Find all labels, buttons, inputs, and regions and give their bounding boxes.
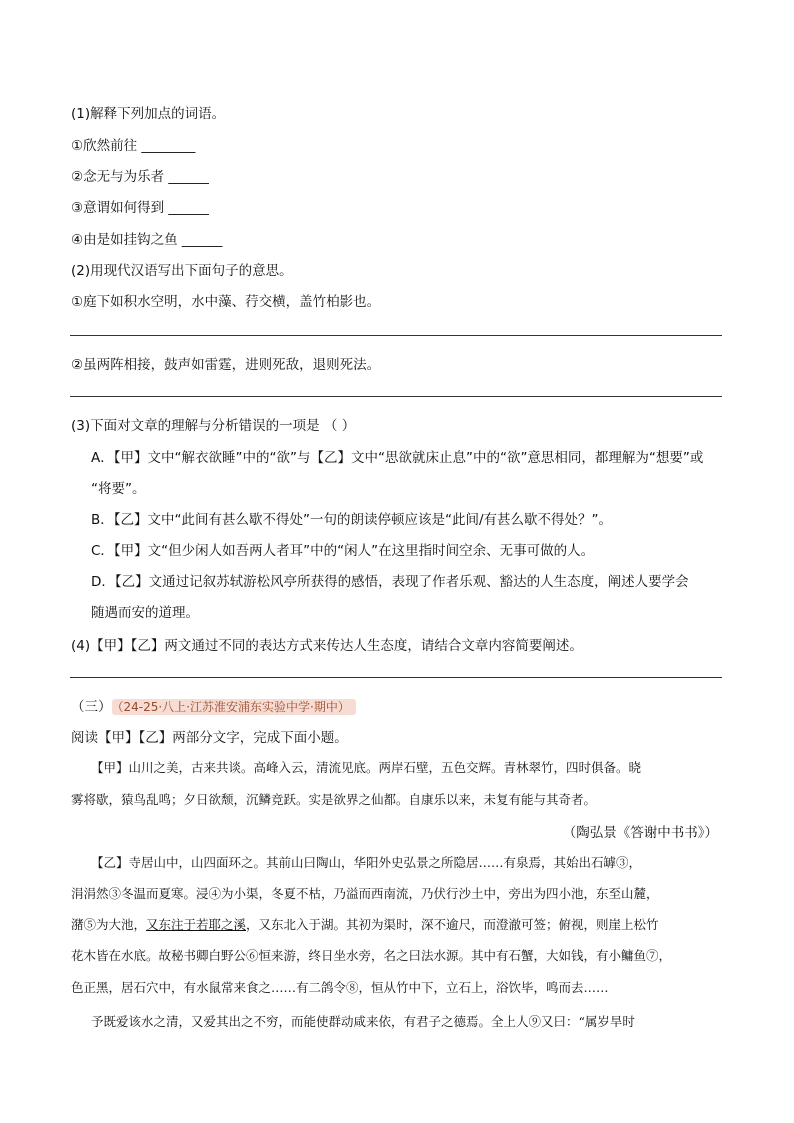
passage-yi-line-1: 【乙】寺居山中，山四面环之。其前山曰陶山，华阳外史弘景之所隐居……有泉焉，其始出石罅③， [91,855,642,870]
q3-option-c: C．【甲】文“但少闲人如吾两人者耳”中的“闲人”在这里指时间空余、无事可做的人。 [91,543,595,559]
answer-line [70,396,722,397]
q3-option-a: A．【甲】文中“解衣欲睡”中的“欲”与【乙】文中“思欲就床止息”中的“欲”意思相同，都理解为“想要”或 [91,450,704,466]
q3-option-d-cont: 随遇而安的道理。 [91,605,199,621]
q1-title: (1)解释下列加点的词语。 [71,106,226,122]
passage-yi-line-6: 予既爱该水之清，又爱其出之不穷，而能使群动咸来依，有君子之德焉。全上人⑨又曰：“属岁旱时 [91,1014,635,1029]
answer-line [70,335,722,336]
attribution: （陶弘景《答谢中书书》） [562,825,718,841]
q3-option-d: D．【乙】文通过记叙苏轼游松风亭所获得的感悟，表现了作者乐观、豁达的人生态度，阐述人要学会 [91,574,689,590]
passage-jia-line-2: 雾将歇，猿鸟乱鸣；夕日欲颓，沉鳞竞跃。实是欲界之仙都。自康乐以来，未复有能与其奇者。 [71,792,597,807]
source-badge: （24-25·八上·江苏淮安浦东实验中学·期中） [112,699,356,715]
passage-yi-line-5: 色正黑，居石穴中，有水鼠常来食之……有二鸽令⑧，恒从竹中下，立石上，浴饮毕，鸣而去…… [71,980,609,995]
passage-yi-line-3-b: ，又东北入于湖。其初为渠时，深不逾尺，而澄澈可签；俯视，则崖上松竹 [246,917,659,932]
passage-jia-line-1: 【甲】山川之美，古来共谈。高峰入云，清流见底。两岸石壁，五色交辉。青林翠竹，四时俱备。晓 [91,760,642,775]
q2-sentence-2: ②虽两阵相接，鼓声如雷霆，进则死敌，退则死法。 [71,357,381,373]
underlined-phrase: 又东注于若耶之溪 [146,917,247,932]
q1-item-4: ④由是如挂钩之鱼 ______ [71,232,223,248]
q3-title: (3)下面对文章的理解与分析错误的一项是 （ ） [71,418,356,434]
q3-option-a-cont: “将要”。 [91,481,146,497]
reading-intro: 阅读【甲】【乙】两部分文字，完成下面小题。 [71,730,348,746]
q4-title: (4)【甲】【乙】两文通过不同的表达方式来传达人生态度，请结合文章内容简要阐述。 [71,638,583,654]
q1-item-3: ③意谓如何得到 ______ [71,200,209,216]
q1-item-1: ①欣然前往 ________ [71,138,196,154]
q2-title: (2)用现代汉语写出下面句子的意思。 [71,263,293,279]
section-number: （三） [71,699,112,715]
passage-yi-line-3-a: 潴⑤为大池， [71,917,147,932]
passage-yi-line-2: 涓涓然③冬温而夏寒。浸④为小渠，冬夏不枯，乃溢而西南流，乃伏行沙土中，旁出为四小池，东至山麓， [71,886,659,901]
q2-sentence-1: ①庭下如积水空明，水中藻、荇交横，盖竹柏影也。 [71,294,381,310]
passage-yi-line-4: 花木皆在水底。故秘书卿白野公⑥恒来游，终日坐水旁，名之曰法水源。其中有石蟹，大如钱，有小鳙鱼⑦， [71,948,672,963]
q3-option-b: B．【乙】文中“此间有甚么歇不得处”一句的朗读停顿应该是“此间/有甚么歇不得处？”。 [91,512,613,528]
passage-yi-line-3 [71,915,659,933]
answer-line [70,677,722,678]
q1-item-2: ②念无与为乐者 ______ [71,169,209,185]
